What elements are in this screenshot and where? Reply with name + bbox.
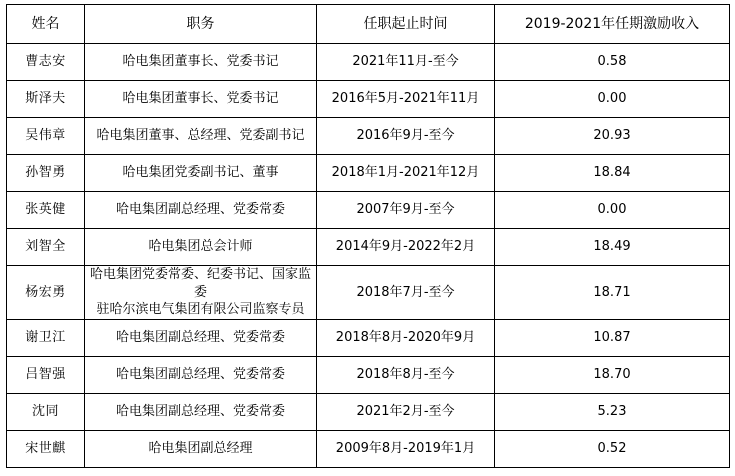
- cell-name: 孙智勇: [7, 155, 85, 192]
- role-line-2: 驻哈尔滨电气集团有限公司监察专员: [96, 302, 305, 318]
- role-line-1: 哈电集团副总经理、党委常委: [115, 403, 285, 419]
- cell-role: [85, 356, 317, 393]
- table-row: [7, 266, 730, 320]
- role-line-1: 哈电集团副总经理、党委常委: [115, 329, 285, 345]
- cell-role: [85, 430, 317, 467]
- table-row: [7, 44, 730, 81]
- cell-name: 吕智强: [7, 356, 85, 393]
- cell-pay: 10.87: [495, 319, 730, 356]
- table-header-row: [7, 5, 730, 44]
- cell-name: 宋世麒: [7, 430, 85, 467]
- cell-role: [85, 229, 317, 266]
- role-line-1: 哈电集团副总经理、党委常委: [115, 366, 285, 382]
- table-row: [7, 319, 730, 356]
- role-line-1: 哈电集团董事长、党委书记: [122, 91, 279, 107]
- cell-pay: 20.93: [495, 118, 730, 155]
- cell-pay: 18.71: [495, 266, 730, 320]
- cell-role: [85, 118, 317, 155]
- cell-term: 2007年9月-至今: [317, 192, 495, 229]
- cell-term: 2021年2月-至今: [317, 393, 495, 430]
- role-line-1: 哈电集团董事长、党委书记: [122, 54, 279, 70]
- role-line-1: 哈电集团董事、总经理、党委副书记: [96, 128, 305, 144]
- table-row: [7, 155, 730, 192]
- cell-name: 谢卫江: [7, 319, 85, 356]
- cell-role: [85, 192, 317, 229]
- cell-pay: 18.84: [495, 155, 730, 192]
- cell-role: [85, 81, 317, 118]
- role-line-1: 哈电集团党委副书记、董事: [122, 165, 279, 181]
- cell-pay: 0.52: [495, 430, 730, 467]
- cell-name: 曹志安: [7, 44, 85, 81]
- cell-term: 2018年8月-至今: [317, 356, 495, 393]
- executive-compensation-table: [6, 4, 730, 468]
- cell-role: [85, 319, 317, 356]
- table-row: [7, 229, 730, 266]
- cell-role: [85, 393, 317, 430]
- role-line-1: 哈电集团党委常委、纪委书记、国家监委: [89, 267, 311, 300]
- table-body: [7, 44, 730, 468]
- table-row: [7, 356, 730, 393]
- cell-pay: 0.00: [495, 192, 730, 229]
- cell-term: 2016年9月-至今: [317, 118, 495, 155]
- table-row: [7, 192, 730, 229]
- table-row: [7, 81, 730, 118]
- cell-term: 2018年7月-至今: [317, 266, 495, 320]
- cell-term: 2018年8月-2020年9月: [317, 319, 495, 356]
- cell-name: 杨宏勇: [7, 266, 85, 320]
- column-header-pay: 2019-2021年任期激励收入: [495, 5, 730, 44]
- table-header: [7, 5, 730, 44]
- cell-term: 2016年5月-2021年11月: [317, 81, 495, 118]
- cell-term: 2009年8月-2019年1月: [317, 430, 495, 467]
- table-row: [7, 118, 730, 155]
- cell-pay: 0.00: [495, 81, 730, 118]
- cell-role: [85, 155, 317, 192]
- cell-name: 沈同: [7, 393, 85, 430]
- column-header-term: 任职起止时间: [317, 5, 495, 44]
- cell-role: [85, 266, 317, 320]
- cell-name: 斯泽夫: [7, 81, 85, 118]
- cell-pay: 0.58: [495, 44, 730, 81]
- cell-pay: 5.23: [495, 393, 730, 430]
- cell-name: 张英健: [7, 192, 85, 229]
- cell-term: 2014年9月-2022年2月: [317, 229, 495, 266]
- table-row: [7, 430, 730, 467]
- cell-name: 刘智全: [7, 229, 85, 266]
- role-line-1: 哈电集团副总经理: [148, 440, 253, 456]
- cell-term: 2018年1月-2021年12月: [317, 155, 495, 192]
- cell-name: 吴伟章: [7, 118, 85, 155]
- cell-pay: 18.70: [495, 356, 730, 393]
- table-row: [7, 393, 730, 430]
- cell-role: [85, 44, 317, 81]
- role-line-1: 哈电集团副总经理、党委常委: [115, 202, 285, 218]
- cell-term: 2021年11月-至今: [317, 44, 495, 81]
- role-line-1: 哈电集团总会计师: [148, 239, 253, 255]
- cell-pay: 18.49: [495, 229, 730, 266]
- column-header-name: 姓名: [7, 5, 85, 44]
- column-header-role: 职务: [85, 5, 317, 44]
